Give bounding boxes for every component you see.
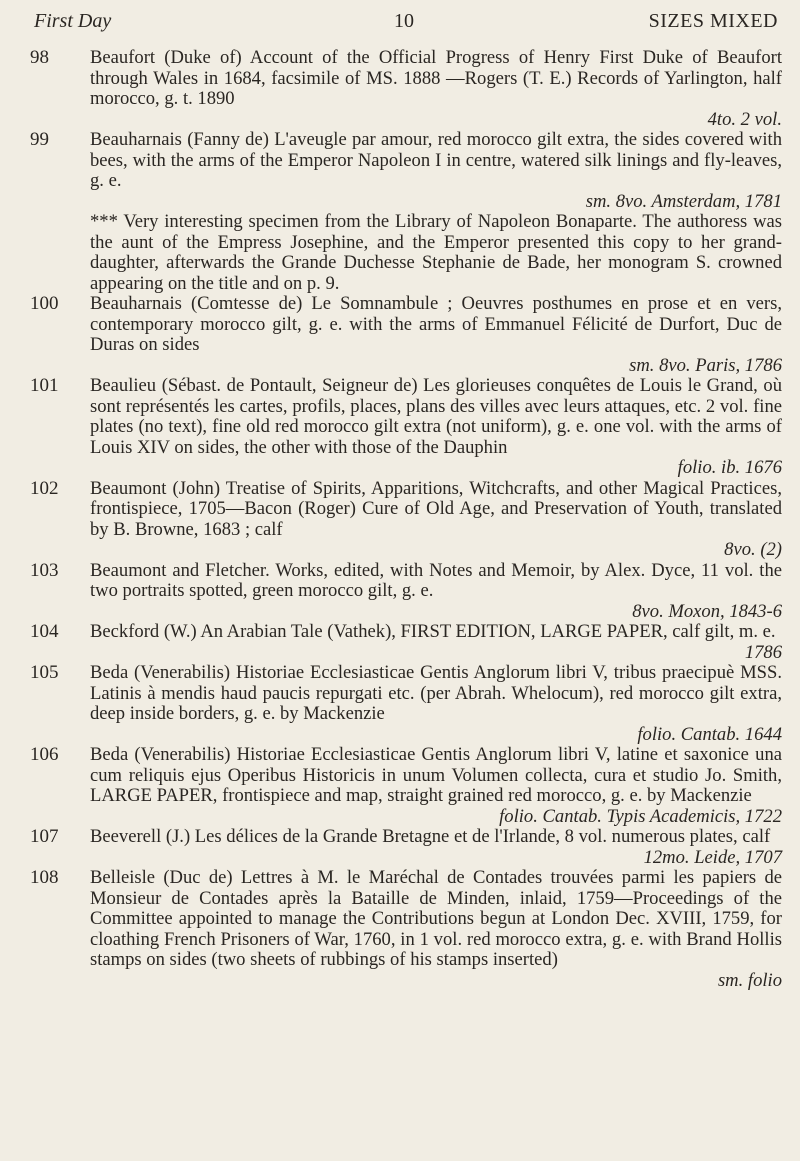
lot-number: 101	[30, 375, 59, 396]
entry-format: sm. folio	[717, 969, 782, 991]
entry-format: folio. Cantab. Typis Academicis, 1722	[499, 805, 782, 827]
catalogue-entry	[0, 376, 800, 479]
catalogue-entry	[0, 479, 800, 561]
catalogue-entry	[0, 622, 800, 663]
entry-format: 4to. 2 vol.	[707, 108, 782, 130]
entry-description: Belleisle (Duc de) Lettres à M. le Maréchal de Contades trouvées parmi les papiers de Monsieur de Contades après la Bataille de Minden, inlaid, 1759—Proceedings of the Committee appointed to manage the Contributions begun at London Dec. XVIII, 1759, for cloathing French Prisoners of War, 1760, in 1 vol. red morocco extra, g. e. with Brand Hollis stamps on sides (two sheets of rubbings of his stamps inserted)	[90, 867, 782, 970]
catalogue-entry	[0, 130, 800, 212]
entry-list	[0, 48, 800, 991]
page-number: 10	[394, 10, 414, 32]
entry-description: Beauharnais (Comtesse de) Le Somnambule ; Oeuvres posthumes en prose et en vers, contemporary morocco gilt, g. e. with the arms of Emmanuel Félicité de Durfort, Duc de Duras on sides	[90, 293, 782, 355]
lot-number: 99	[30, 129, 49, 150]
header-right: SIZES MIXED	[648, 10, 778, 32]
entry-format: 1786	[744, 641, 782, 663]
catalogue-entry	[0, 48, 800, 130]
entry-description: Beckford (W.) An Arabian Tale (Vathek), FIRST EDITION, LARGE PAPER, calf gilt, m. e.	[90, 621, 776, 642]
entry-description: Beaufort (Duke of) Account of the Official Progress of Henry First Duke of Beaufort through Wales in 1684, facsimile of MS. 1888 —Rogers (T. E.) Records of Yarlington, half morocco, g. t. 1890	[90, 47, 782, 109]
lot-number: 104	[30, 621, 59, 642]
lot-number: 107	[30, 826, 59, 847]
entry-description: Beeverell (J.) Les délices de la Grande Bretagne et de l'Irlande, 8 vol. numerous plates, calf	[90, 826, 771, 847]
catalogue-note	[0, 212, 800, 294]
entry-note: *** Very interesting specimen from the Library of Napoleon Bonaparte. The authoress was the aunt of the Empress Josephine, and the Emperor presented this copy to her grand-daughter, afterwards the Grande Duchesse Stephanie de Bade, her monogram S. crowned appearing on the title and on p. 9.	[90, 211, 782, 294]
entry-description: Beaumont and Fletcher. Works, edited, with Notes and Memoir, by Alex. Dyce, 11 vol. the two portraits spotted, green morocco gilt, g. e.	[90, 559, 782, 601]
entry-format: sm. 8vo. Amsterdam, 1781	[585, 190, 782, 212]
catalogue-entry	[0, 827, 800, 868]
lot-number: 102	[30, 477, 59, 499]
lot-number: 98	[30, 47, 49, 68]
header-left: First Day	[34, 10, 112, 32]
entry-format: 12mo. Leide, 1707	[643, 846, 782, 868]
entry-format: folio. ib. 1676	[677, 457, 782, 478]
lot-number: 103	[30, 559, 59, 581]
catalogue-entry	[0, 868, 800, 991]
entry-format: folio. Cantab. 1644	[637, 723, 782, 745]
entry-description: Beauharnais (Fanny de) L'aveugle par amour, red morocco gilt extra, the sides covered with bees, with the arms of the Emperor Napoleon I in centre, watered silk linings and fly-leaves, g. e.	[90, 129, 782, 191]
lot-number: 105	[30, 662, 59, 683]
lot-number: 100	[30, 293, 59, 314]
catalogue-entry	[0, 561, 800, 623]
entry-description: Beda (Venerabilis) Historiae Ecclesiasticae Gentis Anglorum libri V, latine et saxonice una cum reliquis ejus Operibus Historicis in unum Volumen collecta, cura et studio Jo. Smith, LARGE PAPER, frontispiece and map, straight grained red morocco, g. e. by Mackenzie	[90, 744, 782, 806]
lot-number: 108	[30, 867, 59, 888]
catalogue-entry	[0, 663, 800, 745]
entry-description: Beaumont (John) Treatise of Spirits, Apparitions, Witchcrafts, and other Magical Practices, frontispiece, 1705—Bacon (Roger) Cure of Old Age, and Preservation of Youth, translated by B. Browne, 1683 ; calf	[90, 477, 782, 540]
entry-description: Beda (Venerabilis) Historiae Ecclesiasticae Gentis Anglorum libri V, tribus praecipuè MSS. Latinis à mendis haud paucis repurgati etc. (per Abrah. Whelocum), red morocco gilt extra, deep inside borders, g. e. by Mackenzie	[90, 662, 782, 724]
entry-format: sm. 8vo. Paris, 1786	[629, 354, 782, 376]
lot-number: 106	[30, 744, 59, 765]
entry-format: 8vo. Moxon, 1843-6	[632, 600, 782, 622]
running-header	[34, 10, 778, 40]
catalogue-entry	[0, 745, 800, 827]
catalogue-entry	[0, 294, 800, 376]
entry-format: 8vo. (2)	[724, 539, 782, 560]
entry-description: Beaulieu (Sébast. de Pontault, Seigneur de) Les glorieuses conquêtes de Louis le Grand, où sont représentés les cartes, profils, places, plans des villes avec leurs attaques, etc. 2 vol. fine plates (no text), fine old red morocco gilt extra (not uniform), g. e. one vol. with the arms of Louis XIV on sides, the other with those of the Dauphin	[90, 375, 782, 458]
